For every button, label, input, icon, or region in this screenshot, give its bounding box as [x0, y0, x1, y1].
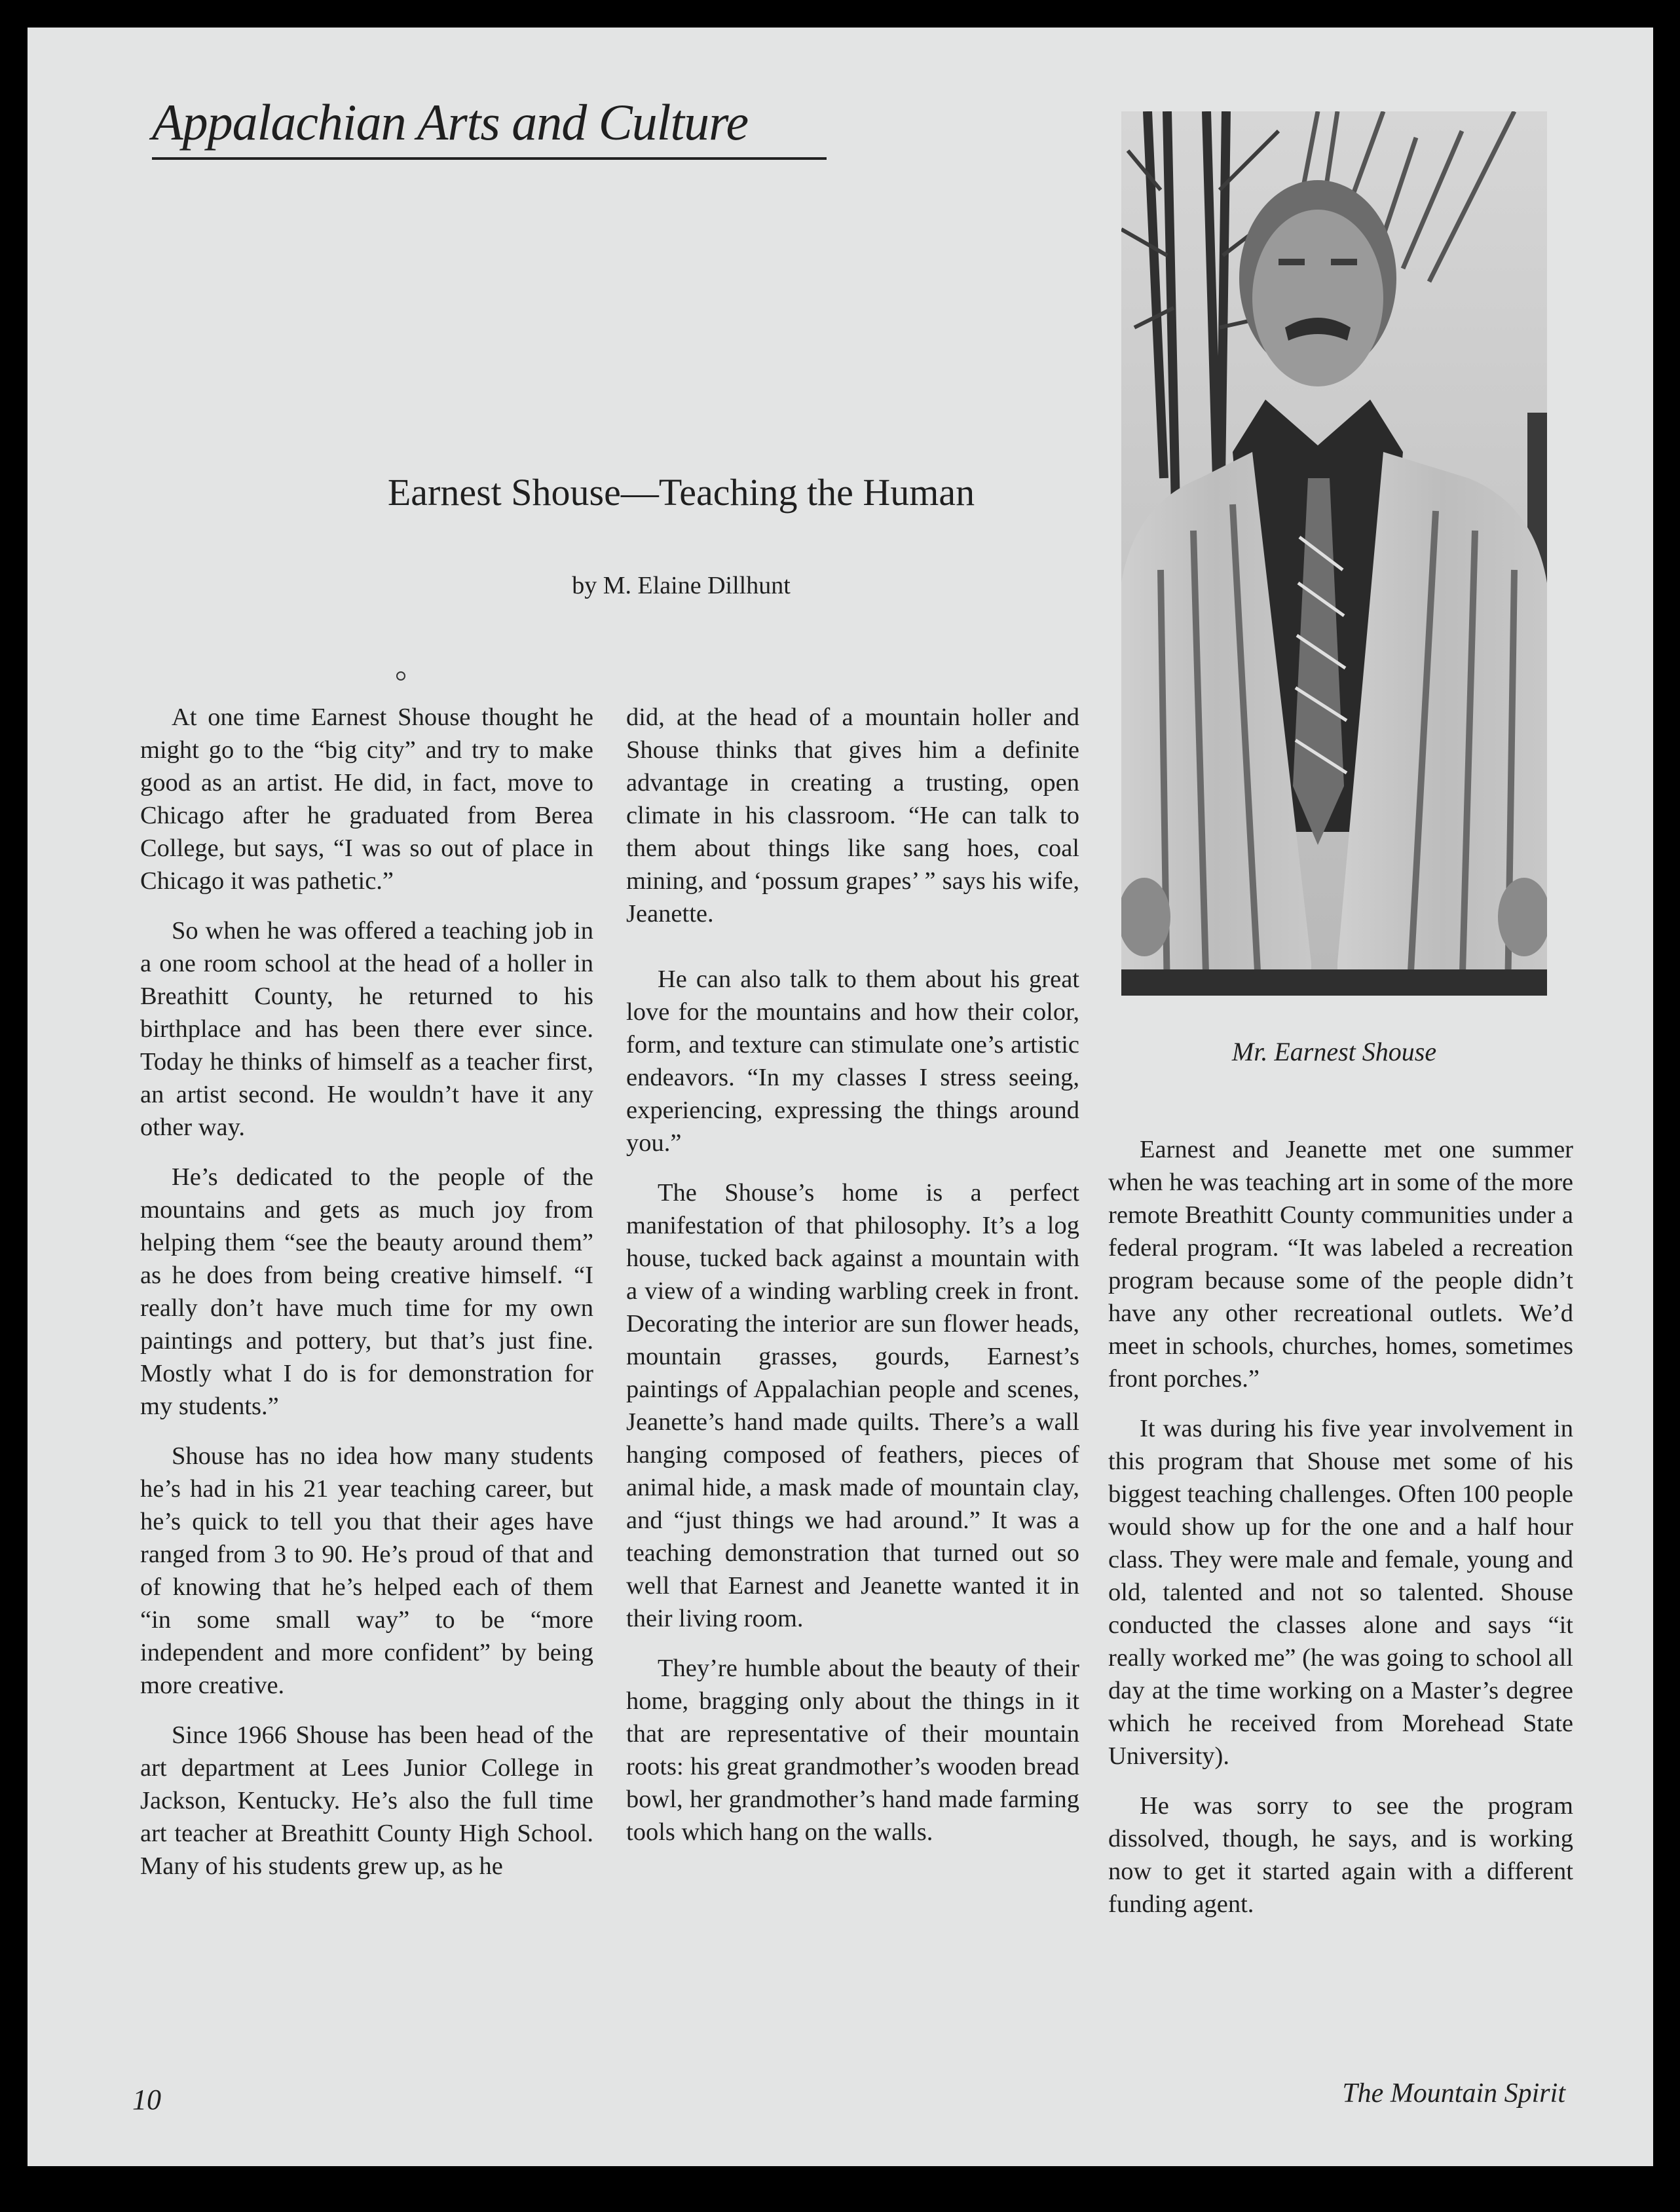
- paragraph: It was during his five year involvement in this program that Shouse met some of his biggest teaching challenges. Often 100 people would show up for the one and a half hour class. They were male and female, young and old, talented and not so talented. Shouse conducted the classes alone and says “it really worked me” (he was going to school all day at the time working on a Master’s degree which he received from Morehead State University).: [1108, 1415, 1573, 1770]
- portrait-photo: [1121, 111, 1547, 996]
- paragraph: Shouse has no idea how many students he’s had in his 21 year teaching career, but he’s quick to tell you that their ages have ranged from 3 to 90. He’s proud of that and of knowing that he’s helped each of them “in some small way” to be “more independent and more confident” by being more creative.: [140, 1442, 593, 1699]
- photo-caption: Mr. Earnest Shouse: [1231, 1037, 1437, 1066]
- paragraph: They’re humble about the beauty of their home, bragging only about the things in it that are representative of their mountain roots: his great grandmother’s wooden bread bowl, her grandmother’s hand made farming tools which hang on the walls.: [626, 1655, 1079, 1846]
- publication-name: The Mountain Spirit: [1342, 2078, 1565, 2109]
- article-headline: Earnest Shouse—Teaching the Human: [387, 471, 975, 514]
- article-column-1: [140, 701, 593, 1900]
- paragraph: He was sorry to see the program dissolved, though, he says, and is working now to get it started again with a different funding agent.: [1108, 1792, 1573, 1918]
- paragraph: The Shouse’s home is a perfect manifestation of that philosophy. It’s a log house, tucked back against a mountain with a view of a winding warbling creek in front. Decorating the interior are sun flower heads, mountain grasses, gourds, Earnest’s paintings of Appalachian people and scenes, Jeanette’s hand made quilts. There’s a wall hanging composed of feathers, pieces of animal hide, a mask made of mountain clay, and “just things we had around.” It was a teaching demonstration that turned out so well that Earnest and Jeanette wanted it in their living room.: [626, 1179, 1079, 1632]
- paragraph: did, at the head of a mountain holler and Shouse thinks that gives him a definite advantage in creating a trusting, open climate in his classroom. “He can talk to them about things like sang hoes, coal mining, and ‘possum grapes’ ” says his wife, Jeanette.: [626, 703, 1079, 928]
- section-title: Appalachian Arts and Culture: [152, 97, 827, 160]
- paragraph: At one time Earnest Shouse thought he might go to the “big city” and try to make good as an artist. He did, in fact, move to Chicago after he graduated from Berea College, but says, “I was so out of place in Chicago it was pathetic.”: [140, 703, 593, 895]
- paragraph: So when he was offered a teaching job in a one room school at the head of a holler in Breathitt County, he returned to his birthplace and has been there ever since. Today he thinks of himself as a teacher first, an artist second. He wouldn’t have it any other way.: [140, 917, 593, 1141]
- ornament-dot-icon: [396, 671, 405, 681]
- page-number: 10: [132, 2084, 161, 2116]
- paragraph: He can also talk to them about his great love for the mountains and how their color, form, and texture can stimulate one’s artistic endeavors. “In my classes I stress seeing, experiencing, expressing the things around you.”: [626, 965, 1079, 1157]
- paragraph: Earnest and Jeanette met one summer when he was teaching art in some of the more remote Breathitt County communities under a federal program. “It was labeled a recreation program because some of the people didn’t have any other recreational outlets. We’d meet in schools, churches, homes, sometimes front porches.”: [1108, 1136, 1573, 1393]
- article-column-2: [626, 701, 1079, 1865]
- article-column-3: [1108, 1133, 1573, 1938]
- article-byline: by M. Elaine Dillhunt: [572, 572, 791, 599]
- paragraph: Since 1966 Shouse has been head of the art department at Lees Junior College in Jackson, Kentucky. He’s also the full time art teacher at Breathitt County High School. Many of his students grew up, as he: [140, 1721, 593, 1880]
- paragraph: He’s dedicated to the people of the mountains and gets as much joy from helping them “see the beauty around them” as he does from being creative himself. “I really don’t have much time for my own paintings and pottery, but that’s just fine. Mostly what I do is for demonstration for my students.”: [140, 1163, 593, 1420]
